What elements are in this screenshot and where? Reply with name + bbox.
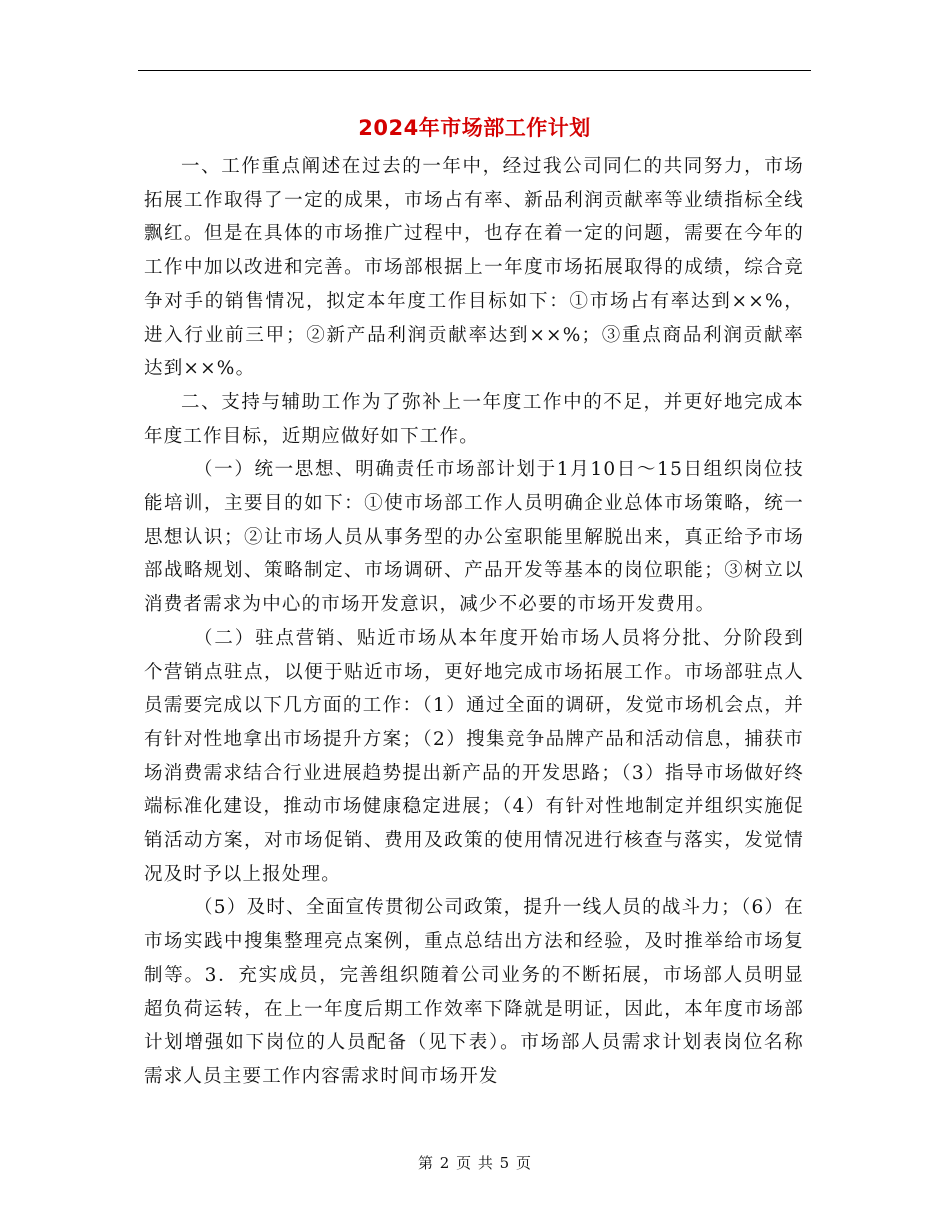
document-body: [144, 150, 804, 1094]
paragraph-unify-thinking: （一）统一思想、明确责任市场部计划于1月10日～15日组织岗位技能培训，主要目的如下：①使市场部工作人员明确企业总体市场策略，统一思想认识；②让市场人员从事务型的办公室职能里解脱出来，真正给予市场部战略规划、策略制定、市场调研、产品开发等基本的岗位职能；③树立以消费者需求为中心的市场开发意识，减少不必要的市场开发费用。: [144, 459, 804, 616]
header-rule: [138, 70, 811, 71]
paragraph-staffing: （5）及时、全面宣传贯彻公司政策，提升一线人员的战斗力；（6）在市场实践中搜集整理亮点案例，重点总结出方法和经验，及时推举给市场复制等。3．充实成员，完善组织随着公司业务的不断拓展，市场部人员明显超负荷运转，在上一年度后期工作效率下降就是明证，因此，本年度市场部计划增强如下岗位的人员配备（见下表）。市场部人员需求计划表岗位名称需求人员主要工作内容需求时间市场开发: [144, 897, 804, 1087]
document-title: 2024年市场部工作计划: [358, 116, 591, 140]
paragraph-field-marketing: （二）驻点营销、贴近市场从本年度开始市场人员将分批、分阶段到个营销点驻点，以便于贴近市场，更好地完成市场拓展工作。市场部驻点人员需要完成以下几方面的工作：（1）通过全面的调研，发觉市场机会点，并有针对性地拿出市场提升方案；（2）搜集竞争品牌产品和活动信息，捕获市场消费需求结合行业进展趋势提出新产品的开发思路；（3）指导市场做好终端标准化建设，推动市场健康稳定进展；（4）有针对性地制定并组织实施促销活动方案，对市场促销、费用及政策的使用情况进行核查与落实，发觉情况及时予以上报处理。: [144, 627, 804, 885]
paragraph-work-focus: 一、工作重点阐述在过去的一年中，经过我公司同仁的共同努力，市场拓展工作取得了一定的成果，市场占有率、新品利润贡献率等业绩指标全线飘红。但是在具体的市场推广过程中，也存在着一定的问题，需要在今年的工作中加以改进和完善。市场部根据上一年度市场拓展取得的成绩，综合竞争对手的销售情况，拟定本年度工作目标如下：①市场占有率达到××%，进入行业前三甲；②新产品利润贡献率达到××%；③重点商品利润贡献率达到××%。: [144, 156, 804, 380]
page-number: 第 2 页 共 5 页: [418, 1154, 532, 1172]
paragraph-support-work: 二、支持与辅助工作为了弥补上一年度工作中的不足，并更好地完成本年度工作目标，近期应做好如下工作。: [144, 391, 804, 447]
